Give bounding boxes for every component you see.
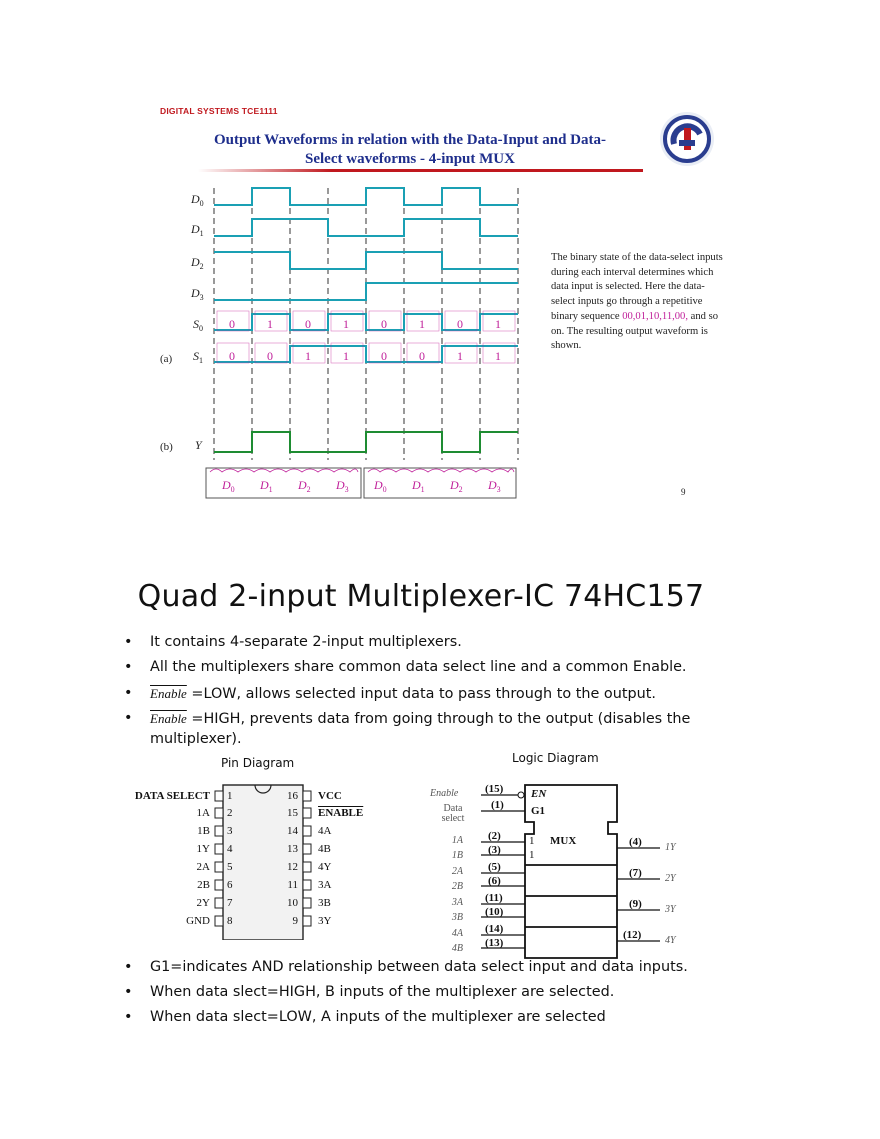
- pin-7-num: 7: [227, 897, 233, 909]
- s0-value: 0: [457, 317, 463, 331]
- pin-3-name: 1B: [197, 825, 210, 837]
- s0-value: 0: [305, 317, 311, 331]
- out-label-4y: 4Y: [665, 935, 676, 946]
- label-d3: $D_3$: [191, 286, 204, 302]
- out-pin-4: (4): [629, 836, 642, 848]
- pin-10-name: 3B: [318, 897, 331, 909]
- s1-value: 1: [495, 349, 501, 363]
- bullet-text: When data slect=LOW, A inputs of the multiplexer are selected: [150, 1009, 606, 1025]
- output-source-label: $D_1$: [412, 478, 425, 494]
- bullet-text: Enable =LOW, allows selected input data to pass through to the output.: [150, 686, 656, 702]
- page-number: 9: [681, 487, 686, 497]
- enable-overline: Enable: [150, 711, 187, 726]
- brace-2: [368, 469, 514, 472]
- g1-label: G1: [531, 805, 546, 817]
- output-source-label: $D_3$: [488, 478, 501, 494]
- label-d2: $D_2$: [191, 255, 204, 271]
- pin-11-num: 11: [287, 879, 298, 891]
- in-label-3a: 3A: [451, 897, 463, 908]
- label-d1: $D_1$: [191, 222, 204, 238]
- in-label-2a: 2A: [451, 866, 463, 877]
- label-y: Y: [195, 438, 202, 452]
- bullet-text: Enable =HIGH, prevents data from going through to the output (disables the: [150, 711, 691, 727]
- pin-2-name: 1A: [196, 807, 210, 819]
- signal-labels: [190, 192, 204, 452]
- enable-overline: Enable: [150, 686, 187, 701]
- wave-s0: [214, 314, 518, 330]
- en-label: EN: [531, 788, 547, 800]
- pin-diagram-caption: Pin Diagram: [221, 756, 295, 770]
- label-s0: $S_0$: [193, 317, 203, 333]
- in-label-1b: 1B: [451, 850, 463, 861]
- out-label-2y: 2Y: [665, 873, 676, 884]
- pin-4-num: 4: [227, 843, 233, 855]
- in-label-2b: 2B: [451, 881, 463, 892]
- wave-s1: [214, 346, 518, 362]
- pin-4-name: 1Y: [196, 843, 210, 855]
- in-pin-10: (10): [485, 906, 504, 918]
- s0-value: 0: [381, 317, 387, 331]
- wave-y: [214, 432, 518, 452]
- in-pin-14: (14): [485, 923, 504, 935]
- pin-10-num: 10: [287, 897, 298, 909]
- ic-title: Quad 2-input Multiplexer-IC 74HC157: [137, 579, 705, 614]
- bullet-dot: •: [124, 959, 133, 975]
- pin-14-name: 4A: [318, 825, 332, 837]
- wave-d3: [214, 283, 518, 300]
- in-label-4a: 4A: [451, 928, 463, 939]
- pin-2-num: 2: [227, 807, 233, 819]
- in-label-4b: 4B: [451, 943, 463, 954]
- ctrl-pin-1: (1): [491, 799, 504, 811]
- in-label-3b: 3B: [451, 912, 463, 923]
- in-pin-11: (11): [485, 892, 503, 904]
- pin-16-name: VCC: [318, 790, 342, 802]
- bullet-dot: •: [124, 685, 133, 701]
- s0-value: 1: [267, 317, 273, 331]
- s1-value: 1: [343, 349, 349, 363]
- pin-6-name: 2B: [197, 879, 210, 891]
- pin-14-num: 14: [287, 825, 298, 837]
- output-source-label: $D_3$: [336, 478, 349, 494]
- pin-13-name: 4B: [318, 843, 331, 855]
- output-source-label: $D_0$: [222, 478, 235, 494]
- bullet-text: When data slect=HIGH, B inputs of the multiplexer are selected.: [150, 984, 615, 1000]
- label-s1: $S_1$: [193, 349, 203, 365]
- pin-5-name: 2A: [196, 861, 210, 873]
- pin-8-num: 8: [227, 915, 233, 927]
- pin-15-name: ENABLE: [318, 807, 364, 819]
- pin-11-name: 3A: [318, 879, 332, 891]
- s1-value: 0: [229, 349, 235, 363]
- mux-label: MUX: [550, 835, 577, 847]
- description-text: The binary state of the data-select inputs during each interval determines which data input is selected. Here the data-select inputs go through a repetitive binary sequence 00,01,10,11,00, and so on. The resulting output waveform is shown.: [551, 252, 723, 352]
- slide-title-line1: Output Waveforms in relation with the Data-Input and Data-: [214, 132, 606, 148]
- pin-12-name: 4Y: [318, 861, 332, 873]
- pin-12-num: 12: [287, 861, 298, 873]
- output-source-label: $D_1$: [260, 478, 273, 494]
- part-b-label: (b): [160, 441, 173, 453]
- course-label: DIGITAL SYSTEMS TCE1111: [160, 106, 278, 116]
- s1-value: 0: [419, 349, 425, 363]
- logic-diagram-caption: Logic Diagram: [512, 751, 599, 765]
- bullet-text: It contains 4-separate 2-input multiplexers.: [150, 634, 462, 650]
- pin-5-num: 5: [227, 861, 233, 873]
- out-pin-9: (9): [629, 898, 642, 910]
- wave-d2: [214, 252, 518, 269]
- pin-diagram: [110, 780, 400, 940]
- pin-7-name: 2Y: [196, 897, 210, 909]
- in-pin-5: (5): [488, 861, 501, 873]
- pin-13-num: 13: [287, 843, 298, 855]
- enable-input-label: Enable: [430, 788, 459, 799]
- in-pin-13: (13): [485, 937, 504, 949]
- pin-3-num: 3: [227, 825, 233, 837]
- bullet-text: G1=indicates AND relationship between data select input and data inputs.: [150, 959, 688, 975]
- bullet-text: All the multiplexers share common data select line and a common Enable.: [150, 659, 687, 675]
- in-pin-6: (6): [488, 875, 501, 887]
- s1-value: 0: [381, 349, 387, 363]
- output-source-label: $D_2$: [298, 478, 311, 494]
- pin-9-name: 3Y: [318, 915, 332, 927]
- s0-value: 1: [495, 317, 501, 331]
- pin-16-num: 16: [287, 790, 298, 802]
- bullet-dot: •: [124, 634, 133, 650]
- bullet-dot: •: [124, 710, 133, 726]
- output-source-label: $D_2$: [450, 478, 463, 494]
- s1-value: 0: [267, 349, 273, 363]
- s1-value: 1: [457, 349, 463, 363]
- pin-1-num: 1: [227, 790, 233, 802]
- label-d0: $D_0$: [191, 192, 204, 208]
- slide-title-line2: Select waveforms - 4-input MUX: [305, 151, 515, 167]
- s0-value: 1: [343, 317, 349, 331]
- pin-8-name: GND: [186, 915, 210, 927]
- s1-value: 1: [305, 349, 311, 363]
- bullet-dot: •: [124, 1009, 133, 1025]
- input-mark-2: 1: [529, 849, 535, 861]
- wave-d0: [214, 188, 518, 205]
- out-label-1y: 1Y: [665, 842, 676, 853]
- in-label-1a: 1A: [451, 835, 463, 846]
- bullet-dot: •: [124, 659, 133, 675]
- bullet-dot: •: [124, 984, 133, 1000]
- input-mark-1: 1: [529, 835, 535, 847]
- logic-diagram: [425, 780, 695, 960]
- out-pin-12: (12): [623, 929, 642, 941]
- pin-6-num: 6: [227, 879, 233, 891]
- out-pin-7: (7): [629, 867, 642, 879]
- part-a-label: (a): [160, 353, 173, 365]
- waveform-slide: [150, 100, 728, 518]
- pin-15-num: 15: [287, 807, 298, 819]
- s0-value: 0: [229, 317, 235, 331]
- pin-1-name: DATA SELECT: [134, 790, 210, 802]
- brace-1: [210, 469, 358, 472]
- s0-value: 1: [419, 317, 425, 331]
- data-select-input-label: Data select: [441, 803, 465, 824]
- out-label-3y: 3Y: [665, 904, 676, 915]
- pin-9-num: 9: [292, 915, 298, 927]
- in-pin-2: (2): [488, 830, 501, 842]
- ctrl-pin-15: (15): [485, 783, 504, 795]
- in-pin-3: (3): [488, 844, 501, 856]
- output-source-label: $D_0$: [374, 478, 387, 494]
